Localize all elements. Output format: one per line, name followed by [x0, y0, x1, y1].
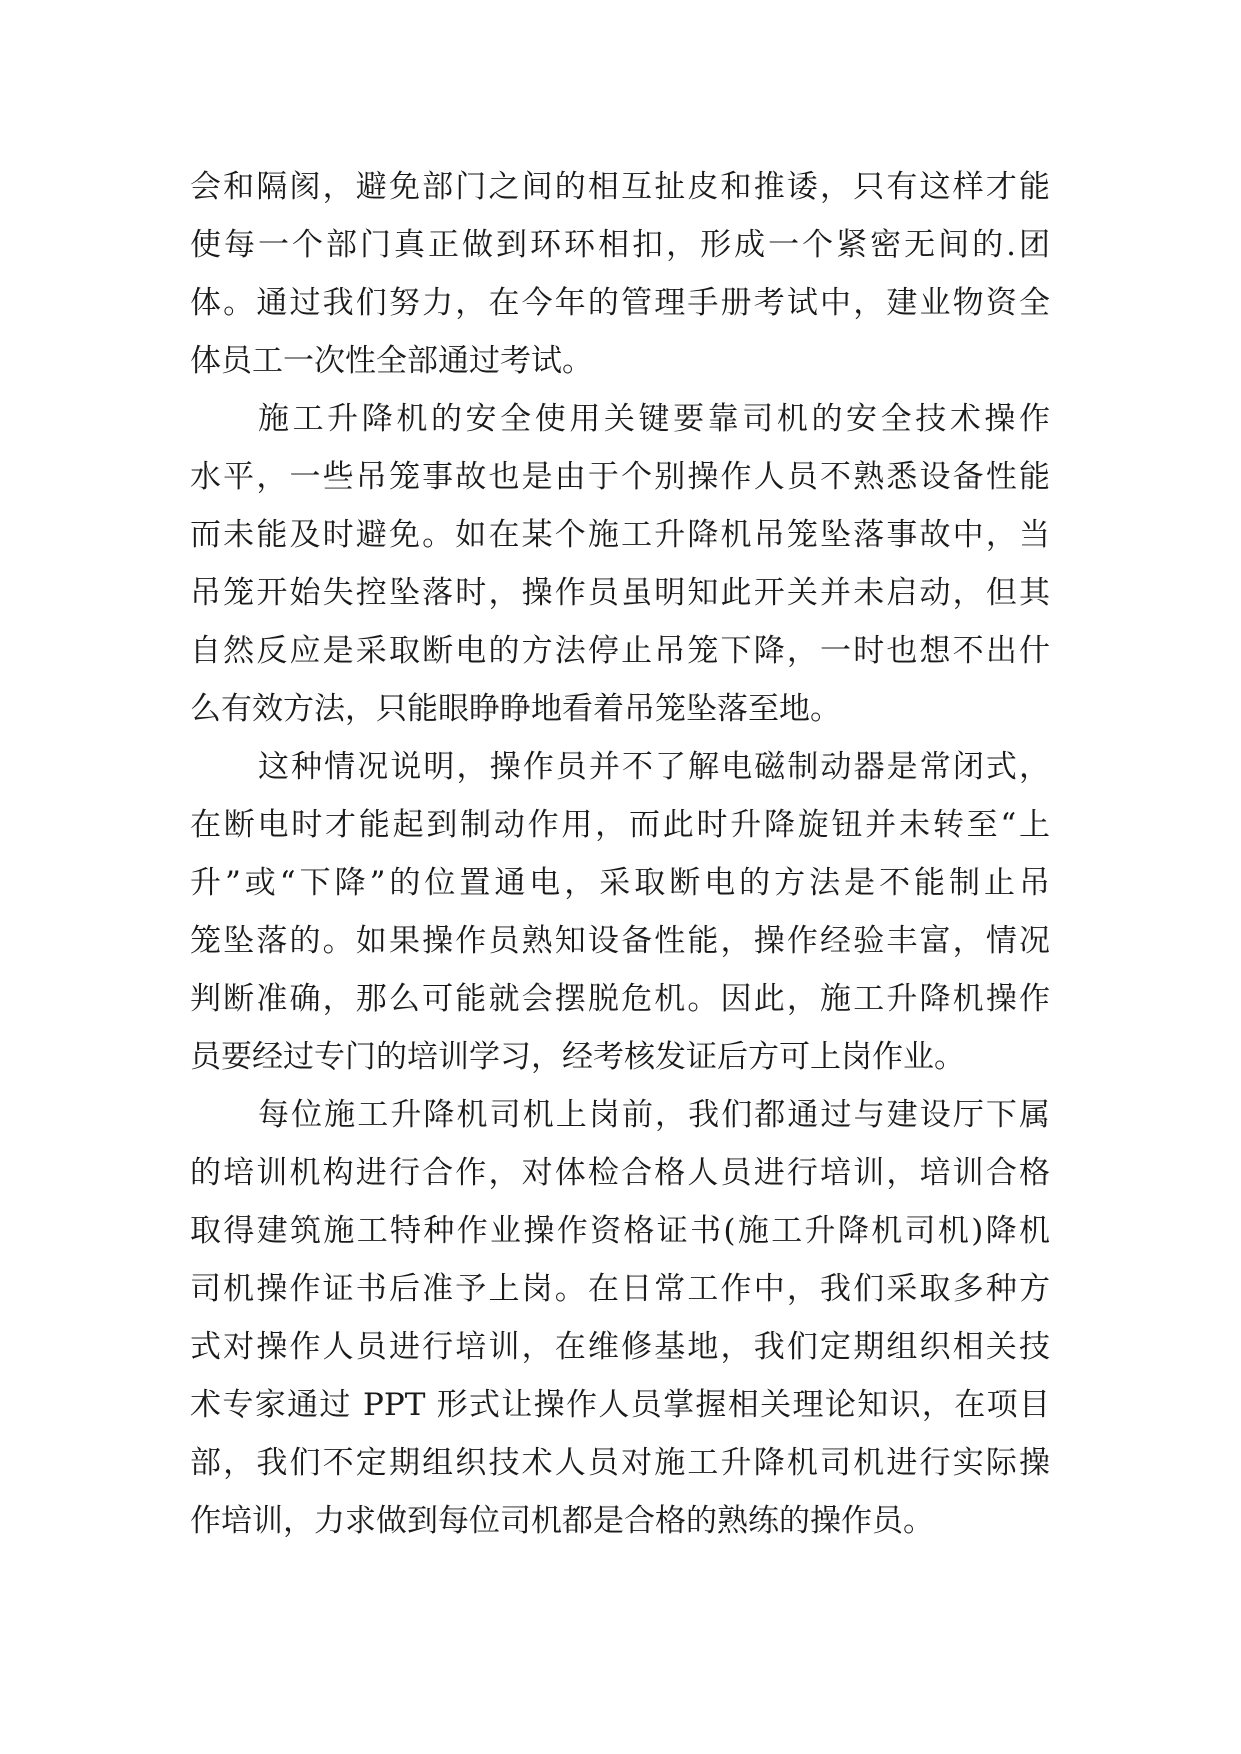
text-line: 体员工一次性全部通过考试。 [190, 343, 593, 379]
text-line: 的培训机构进行合作，对体检合格人员进行培训，培训合格 [190, 1155, 1050, 1191]
text-line: 体。通过我们努力，在今年的管理手册考试中，建业物资全 [190, 285, 1050, 321]
body-text [190, 158, 1050, 1550]
text-line: 么有效方法，只能眼睁睁地看着吊笼坠落至地。 [190, 691, 841, 727]
text-line: 在断电时才能起到制动作用，而此时升降旋钮并未转至“上 [190, 807, 1050, 843]
text-line: 术专家通过 PPT 形式让操作人员掌握相关理论知识，在项目 [190, 1387, 1050, 1423]
text-line: 水平，一些吊笼事故也是由于个别操作人员不熟悉设备性能 [190, 459, 1050, 495]
text-line: 取得建筑施工特种作业操作资格证书(施工升降机司机)降机 [190, 1213, 1050, 1249]
text-line: 员要经过专门的培训学习，经考核发证后方可上岗作业。 [190, 1039, 965, 1075]
text-line: 笼坠落的。如果操作员熟知设备性能，操作经验丰富，情况 [190, 923, 1050, 959]
text-line: 升”或“下降”的位置通电，采取断电的方法是不能制止吊 [190, 865, 1050, 901]
text-line: 式对操作人员进行培训，在维修基地，我们定期组织相关技 [190, 1329, 1050, 1365]
text-line: 而未能及时避免。如在某个施工升降机吊笼坠落事故中，当 [190, 517, 1050, 553]
paragraph-first-line: 这种情况说明，操作员并不了解电磁制动器是常闭式， [258, 749, 1050, 785]
text-line: 作培训，力求做到每位司机都是合格的熟练的操作员。 [190, 1503, 934, 1539]
text-line: 部，我们不定期组织技术人员对施工升降机司机进行实际操 [190, 1445, 1050, 1481]
paragraph-first-line: 施工升降机的安全使用关键要靠司机的安全技术操作 [258, 401, 1050, 437]
text-line: 自然反应是采取断电的方法停止吊笼下降，一时也想不出什 [190, 633, 1050, 669]
text-line: 判断准确，那么可能就会摆脱危机。因此，施工升降机操作 [190, 981, 1050, 1017]
text-line: 会和隔阂，避免部门之间的相互扯皮和推诿，只有这样才能 [190, 169, 1050, 205]
paragraph-first-line: 每位施工升降机司机上岗前，我们都通过与建设厅下属 [258, 1097, 1050, 1133]
text-line: 使每一个部门真正做到环环相扣，形成一个紧密无间的.团 [190, 227, 1050, 263]
text-line: 吊笼开始失控坠落时，操作员虽明知此开关并未启动，但其 [190, 575, 1050, 611]
text-line: 司机操作证书后准予上岗。在日常工作中，我们采取多种方 [190, 1271, 1050, 1307]
